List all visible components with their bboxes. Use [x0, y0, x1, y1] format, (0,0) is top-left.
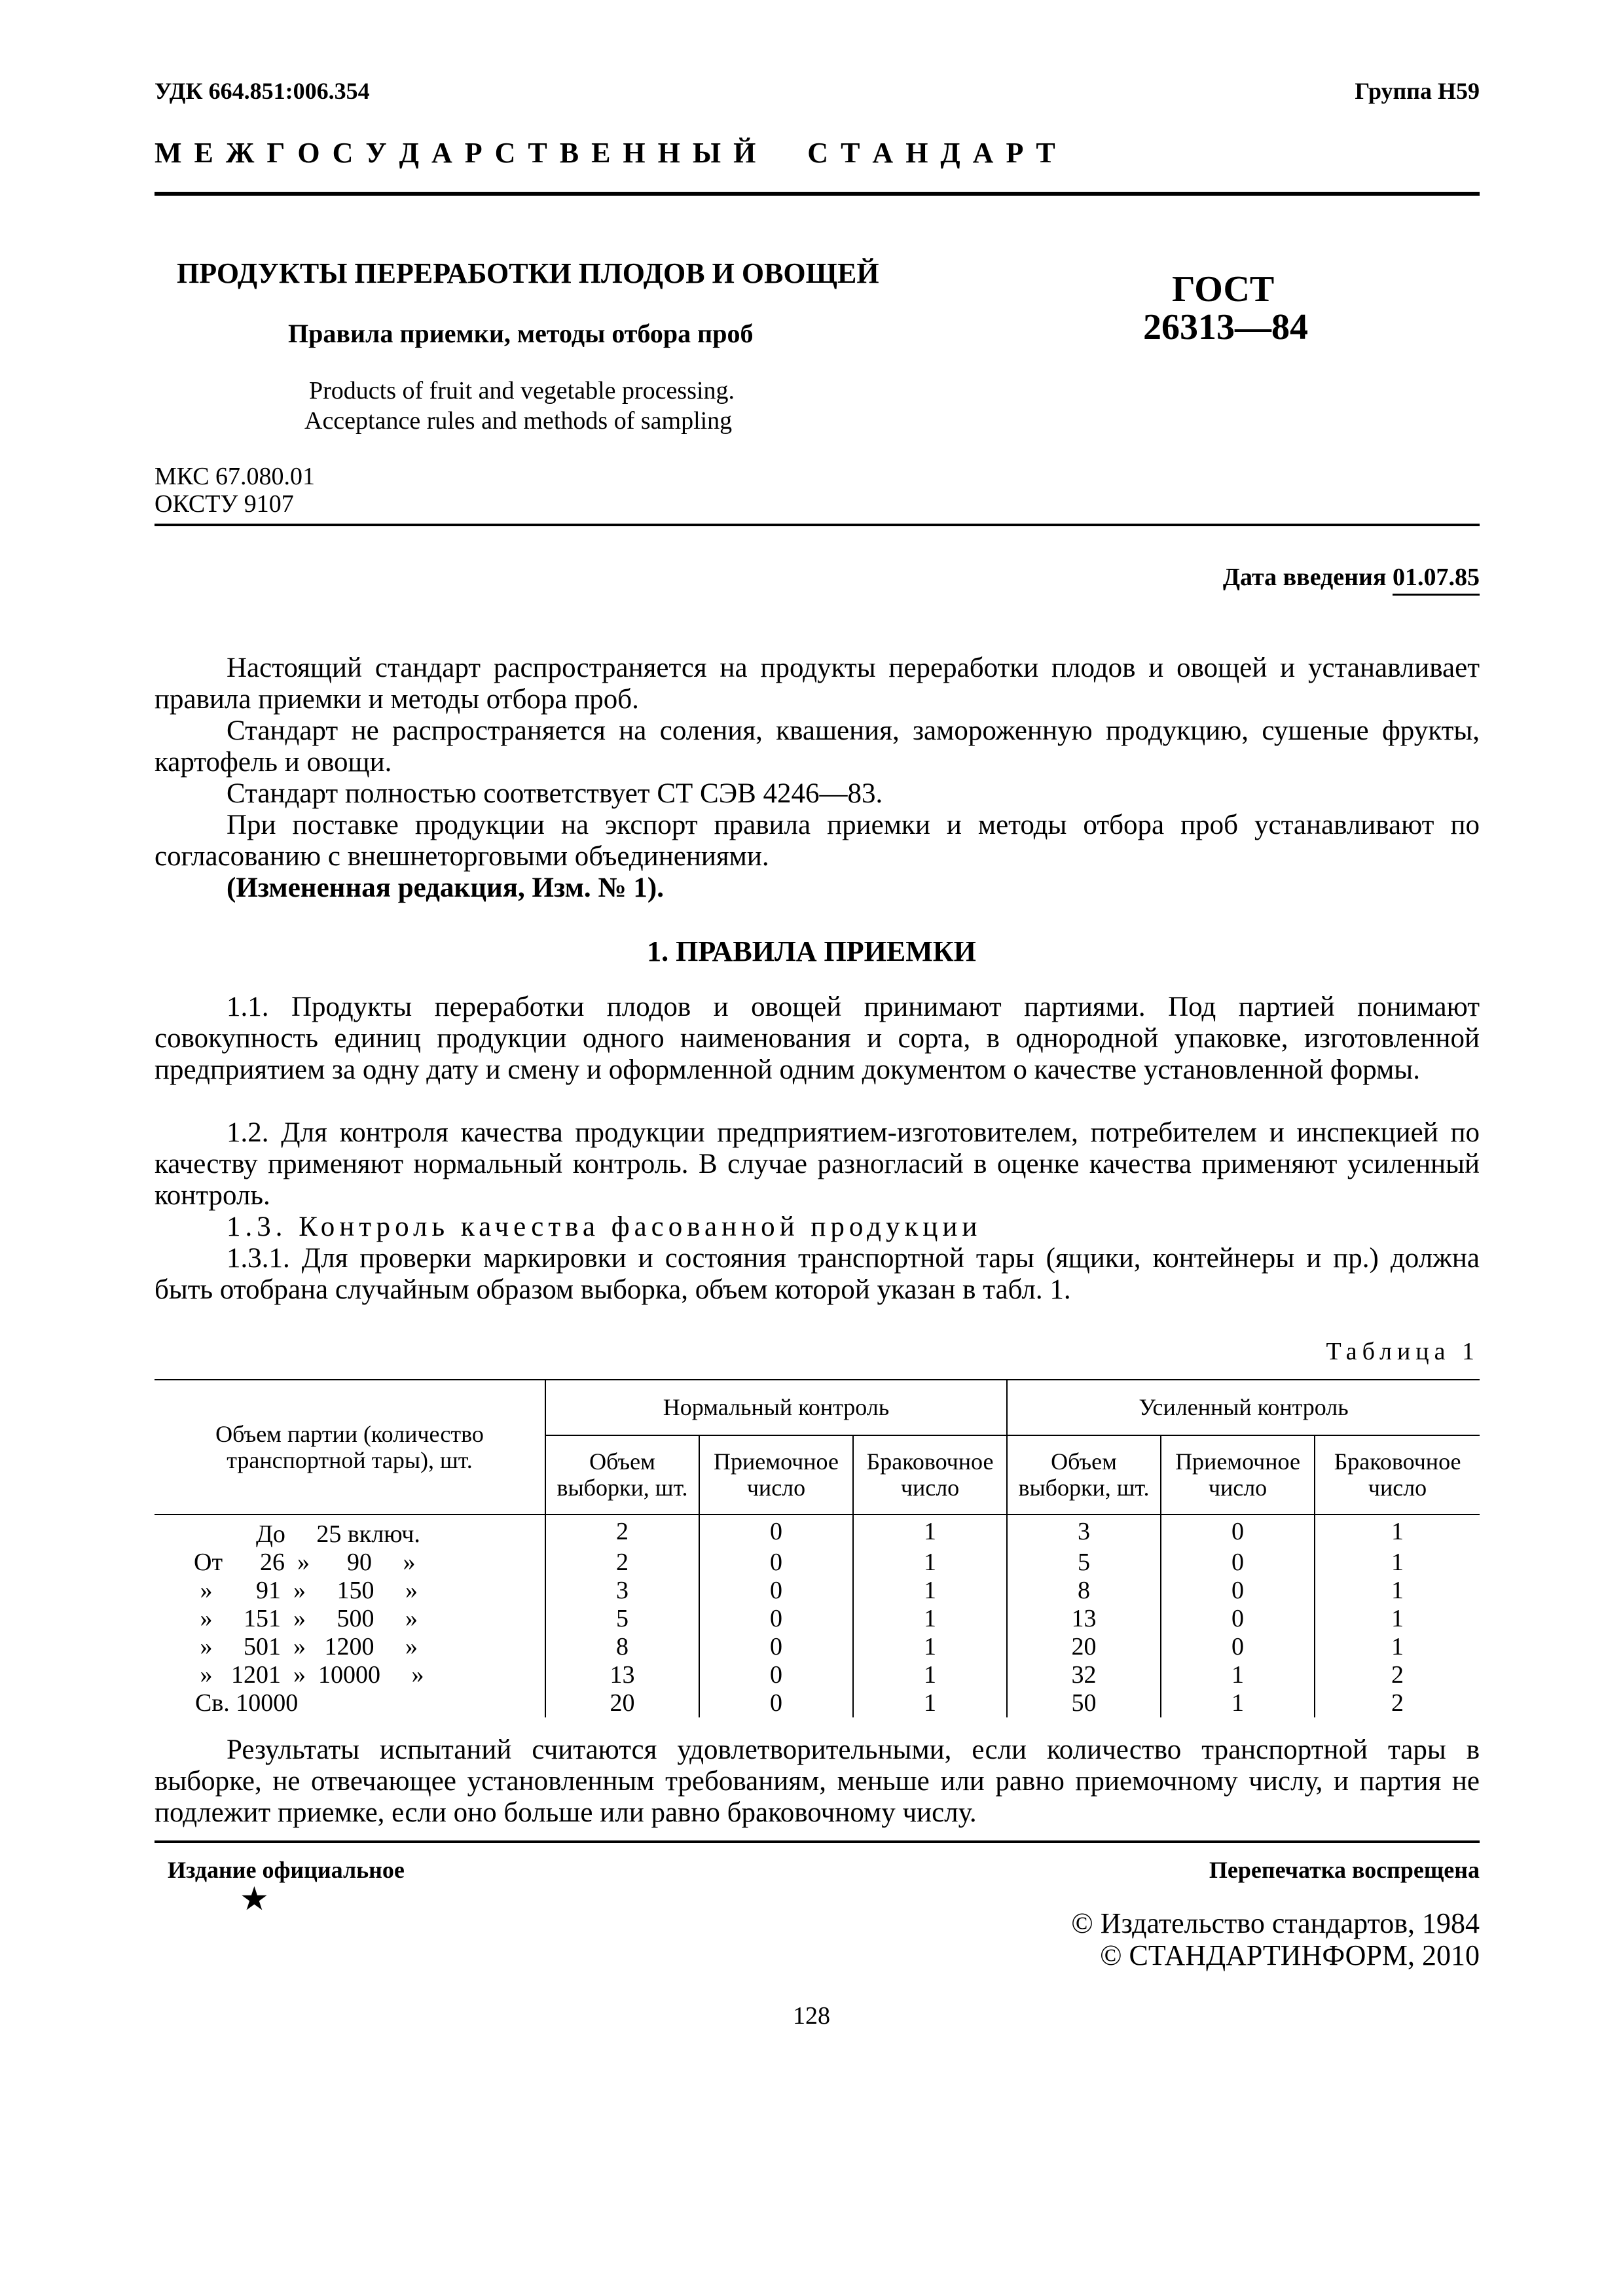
cell-value: 1 [853, 1605, 1007, 1633]
cell-value: 0 [699, 1549, 853, 1577]
date-intro-label: Дата введения [1222, 564, 1387, 591]
intro-paragraph-4: При поставке продукции на экспорт правила приемки и методы отбора проб устанавливают по согласованию с внешнеторговыми объединениями. [155, 810, 1480, 872]
cell-value: 5 [545, 1605, 699, 1633]
copyright-line-1: © Издательство стандартов, 1984 [1071, 1907, 1480, 1939]
page-number: 128 [793, 2002, 830, 2030]
table-row [155, 1605, 1480, 1633]
cell-value: 13 [545, 1661, 699, 1689]
cell-value: 1 [1161, 1689, 1315, 1717]
cell-value: 20 [545, 1689, 699, 1717]
lot-range: От 26 » 90 » [194, 1549, 416, 1576]
cell-value: 0 [1161, 1605, 1315, 1633]
clause-1-1: 1.1. Продукты переработки плодов и овощей принимают партиями. Под партией понимают совокупность единиц продукции одного наименования и сорта, в однородной упаковке, изготовленной предприятием за одну дату и смену и оформленной одним документом о качестве установленной формы. [155, 992, 1480, 1085]
amendment-note: (Измененная редакция, Изм. № 1). [227, 872, 664, 903]
cell-value: 0 [699, 1633, 853, 1661]
cell-value: 1 [1315, 1577, 1480, 1605]
standard-banner: М Е Ж Г О С У Д А Р С Т В Е Н Н Ы Й С Т А Н Д А Р Т [155, 137, 1058, 169]
lot-range: » 501 » 1200 » [194, 1633, 418, 1660]
cell-value: 5 [1007, 1549, 1161, 1577]
cell-value: 1 [853, 1633, 1007, 1661]
gost-label: ГОСТ [1172, 269, 1275, 310]
cell-value: 1 [1315, 1633, 1480, 1661]
cell-value: 2 [1315, 1689, 1480, 1717]
cell-value: 0 [699, 1661, 853, 1689]
cell-value: 32 [1007, 1661, 1161, 1689]
document-title: ПРОДУКТЫ ПЕРЕРАБОТКИ ПЛОДОВ И ОВОЩЕЙ [177, 257, 879, 289]
column-acceptance-tight: Приемочное число [1161, 1435, 1315, 1515]
cell-value: 1 [1161, 1661, 1315, 1689]
gost-number: 26313—84 [1143, 307, 1308, 348]
column-acceptance-normal: Приемочное число [699, 1435, 853, 1515]
cell-value: 13 [1007, 1605, 1161, 1633]
intro-paragraph-2: Стандарт не распространяется на соления, квашения, замороженную продукцию, сушеные фрукты, картофель и овощи. [155, 715, 1480, 778]
english-title-line2: Acceptance rules and methods of sampling [304, 407, 733, 435]
document-subtitle: Правила приемки, методы отбора проб [288, 319, 754, 348]
date-intro [1223, 563, 1480, 592]
title-rule [155, 524, 1480, 526]
cell-value: 3 [1007, 1515, 1161, 1549]
copyright-line-2: © СТАНДАРТИНФОРМ, 2010 [1100, 1939, 1480, 1971]
table-row [155, 1661, 1480, 1689]
lot-range: » 91 » 150 » [194, 1577, 418, 1604]
reprint-prohibited-label: Перепечатка воспрещена [1209, 1857, 1480, 1883]
star-icon: ★ [240, 1880, 269, 1917]
official-edition-label: Издание официальное [168, 1857, 405, 1883]
column-lot-size: Объем партии (количество транспортной тары), шт. [155, 1380, 545, 1515]
cell-value: 0 [1161, 1515, 1315, 1549]
sampling-table [155, 1379, 1480, 1717]
cell-value: 1 [1315, 1549, 1480, 1577]
cell-value: 0 [699, 1577, 853, 1605]
clause-1-3-1: 1.3.1. Для проверки маркировки и состояния транспортной тары (ящики, контейнеры и пр.) должна быть отобрана случайным образом выборка, объем которой указан в табл. 1. [155, 1243, 1480, 1305]
cell-value: 8 [1007, 1577, 1161, 1605]
okstu-code: ОКСТУ 9107 [155, 490, 294, 518]
cell-value: 0 [699, 1689, 853, 1717]
table-row [155, 1577, 1480, 1605]
header-rule [155, 192, 1480, 196]
table-caption: Таблица 1 [1326, 1338, 1480, 1365]
cell-value: 0 [1161, 1549, 1315, 1577]
intro-paragraph-1: Настоящий стандарт распространяется на продукты переработки плодов и овощей и устанавливает правила приемки и методы отбора проб. [155, 653, 1480, 715]
lot-range: » 151 » 500 » [194, 1605, 418, 1632]
mks-code: МКС 67.080.01 [155, 463, 316, 490]
group-normal-control: Нормальный контроль [545, 1380, 1007, 1435]
cell-value: 1 [853, 1515, 1007, 1549]
cell-value: 1 [853, 1661, 1007, 1689]
cell-value: 1 [853, 1577, 1007, 1605]
cell-value: 1 [1315, 1515, 1480, 1549]
footer-rule [155, 1840, 1480, 1843]
cell-value: 1 [1315, 1605, 1480, 1633]
lot-range: » 1201 » 10000 » [194, 1661, 424, 1689]
table-row [155, 1549, 1480, 1577]
results-paragraph: Результаты испытаний считаются удовлетворительными, если количество транспортной тары в выборке, не отвечающее установленным требованиям, меньше или равно приемочному числу, и партия не подлежит приемке, если оно больше или равно браковочному числу. [155, 1734, 1480, 1828]
udk-code: УДК 664.851:006.354 [155, 78, 370, 104]
cell-value: 0 [1161, 1577, 1315, 1605]
cell-value: 2 [545, 1515, 699, 1549]
cell-value: 3 [545, 1577, 699, 1605]
table-row [155, 1633, 1480, 1661]
cell-value: 8 [545, 1633, 699, 1661]
cell-value: 1 [853, 1549, 1007, 1577]
cell-value: 0 [699, 1605, 853, 1633]
table-row [155, 1515, 1480, 1549]
table-row [155, 1689, 1480, 1717]
clause-1-2: 1.2. Для контроля качества продукции предприятием-изготовителем, потребителем и инспекцией по качеству применяют нормальный контроль. В случае разногласий в оценке качества применяют усиленный контроль. [155, 1117, 1480, 1211]
cell-value: 2 [545, 1549, 699, 1577]
lot-range: До 25 включ. [194, 1520, 420, 1548]
date-intro-value: 01.07.85 [1393, 564, 1480, 596]
group-code: Группа Н59 [1355, 78, 1480, 104]
clause-1-3: 1.3. Контроль качества фасованной продукции [227, 1211, 982, 1242]
cell-value: 20 [1007, 1633, 1161, 1661]
column-rejection-normal: Браковочное число [853, 1435, 1007, 1515]
intro-paragraph-3: Стандарт полностью соответствует СТ СЭВ 4246—83. [227, 778, 883, 809]
cell-value: 1 [853, 1689, 1007, 1717]
cell-value: 0 [1161, 1633, 1315, 1661]
column-sample-size-tight: Объем выборки, шт. [1007, 1435, 1161, 1515]
column-sample-size-normal: Объем выборки, шт. [545, 1435, 699, 1515]
cell-value: 2 [1315, 1661, 1480, 1689]
lot-range: Св. 10000 [195, 1689, 299, 1717]
group-tightened-control: Усиленный контроль [1007, 1380, 1480, 1435]
column-rejection-tight: Браковочное число [1315, 1435, 1480, 1515]
cell-value: 50 [1007, 1689, 1161, 1717]
english-title-line1: Products of fruit and vegetable processing. [309, 377, 735, 404]
section-heading: 1. ПРАВИЛА ПРИЕМКИ [647, 935, 976, 967]
cell-value: 0 [699, 1515, 853, 1549]
